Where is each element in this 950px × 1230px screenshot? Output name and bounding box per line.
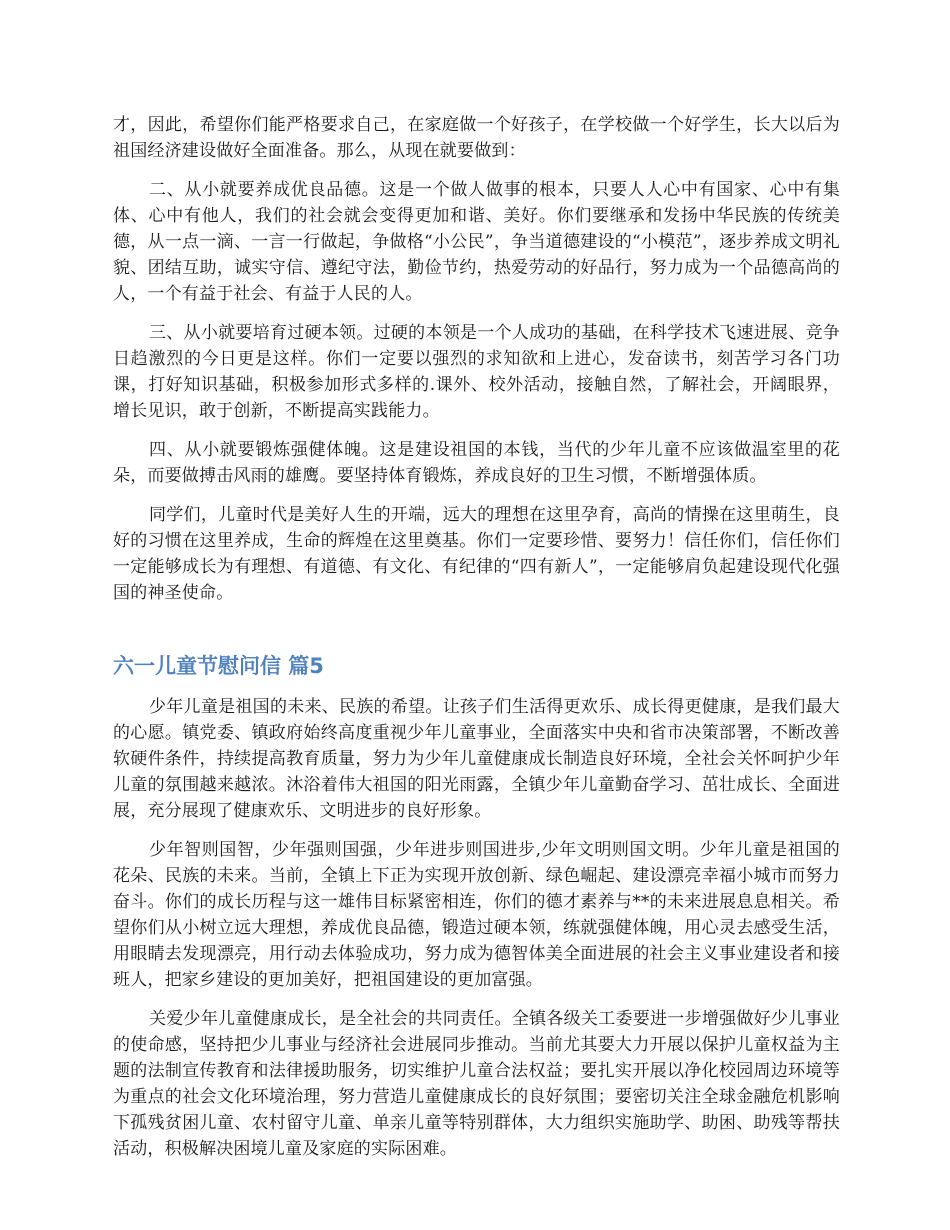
paragraph-good-character: 二、从小就要养成优良品德。这是一个做人做事的根本，只要人人心中有国家、心中有集体、心中有他人，我们的社会就会变得更加和谐、美好。你们要继承和发扬中华民族的传统美德，从一点一滴、一言一行做起，争做格“小公民”，争当道德建设的“小模范”，逐步养成文明礼貌、团结互助，诚实守信、遵纪守法，勤俭节约，热爱劳动的好品行，努力成为一个品德高尚的人，一个有益于社会、有益于人民的人。 bbox=[113, 180, 840, 304]
paragraph-shared-responsibility: 关爱少年儿童健康成长，是全社会的共同责任。全镇各级关工委要进一步增强做好少儿事业的使命感，坚持把少儿事业与经济社会进展同步推动。当前尤其要大力开展以保护儿童权益为主题的法制宣传教育和法律援助服务，切实维护儿童合法权益；要扎实开展以净化校园周边环境等为重点的社会文化环境治理，努力营造儿童健康成长的良好氛围；要密切关注全球金融危机影响下孤残贫困儿童、农村留守儿童、单亲儿童等特别群体，大力组织实施助学、助困、助残等帮扶活动，积极解决困境儿童及家庭的实际困难。 bbox=[113, 1009, 840, 1159]
paragraph-youth-strength: 少年智则国智，少年强则国强，少年进步则国进步,少年文明则国文明。少年儿童是祖国的花朵、民族的未来。当前，全镇上下正为实现开放创新、绿色崛起、建设漂亮幸福小城市而努力奋斗。你们的成长历程与这一雄伟目标紧密相连，你们的德才素养与**的未来进展息息相关。希望你们从小树立远大理想，养成优良品德，锻造过硬本领，练就强健体魄，用心灵去感受生活，用眼睛去发现漂亮，用行动去体验成功，努力成为德智体美全面进展的社会主义事业建设者和接班人，把家乡建设的更加美好，把祖国建设的更加富强。 bbox=[113, 840, 840, 990]
paragraph-strong-body: 四、从小就要锻炼强健体魄。这是建设祖国的本钱，当代的少年儿童不应该做温室里的花朵，而要做搏击风雨的雄鹰。要坚持体育锻炼，养成良好的卫生习惯，不断增强体质。 bbox=[113, 440, 840, 486]
document-page bbox=[113, 112, 840, 1162]
continued-paragraph: 才，因此，希望你们能严格要求自己，在家庭做一个好孩子，在学校做一个好学生，长大以后为祖国经济建设做好全面准备。那么，从现在就要做到： bbox=[113, 115, 840, 161]
paragraph-future-of-nation: 少年儿童是祖国的未来、民族的希望。让孩子们生活得更欢乐、成长得更健康，是我们最大的心愿。镇党委、镇政府始终高度重视少年儿童事业，全面落实中央和省市决策部署，不断改善软硬件条件，持续提高教育质量，努力为少年儿童健康成长制造良好环境，全社会关怀呵护少年儿童的氛围越来越浓。沐浴着伟大祖国的阳光雨露，全镇少年儿童勤奋学习、茁壮成长、全面进展，充分展现了健康欢乐、文明进步的良好形象。 bbox=[113, 697, 840, 821]
paragraph-solid-skills: 三、从小就要培育过硬本领。过硬的本领是一个人成功的基础，在科学技术飞速进展、竞争日趋激烈的今日更是这样。你们一定要以强烈的求知欲和上进心，发奋读书，刻苦学习各门功课，打好知识基础，积极参加形式多样的.课外、校外活动，接触自然，了解社会，开阔眼界，增长见识，敢于创新，不断提高实践能力。 bbox=[113, 323, 840, 421]
section-heading: 六一儿童节慰问信 篇5 bbox=[113, 654, 324, 678]
paragraph-closing-message: 同学们，儿童时代是美好人生的开端，远大的理想在这里孕育，高尚的情操在这里萌生，良好的习惯在这里养成，生命的辉煌在这里奠基。你们一定要珍惜、要努力！信任你们，信任你们一定能够成长为有理想、有道德、有文化、有纪律的“四有新人”，一定能够肩负起建设现代化强国的神圣使命。 bbox=[113, 505, 840, 603]
